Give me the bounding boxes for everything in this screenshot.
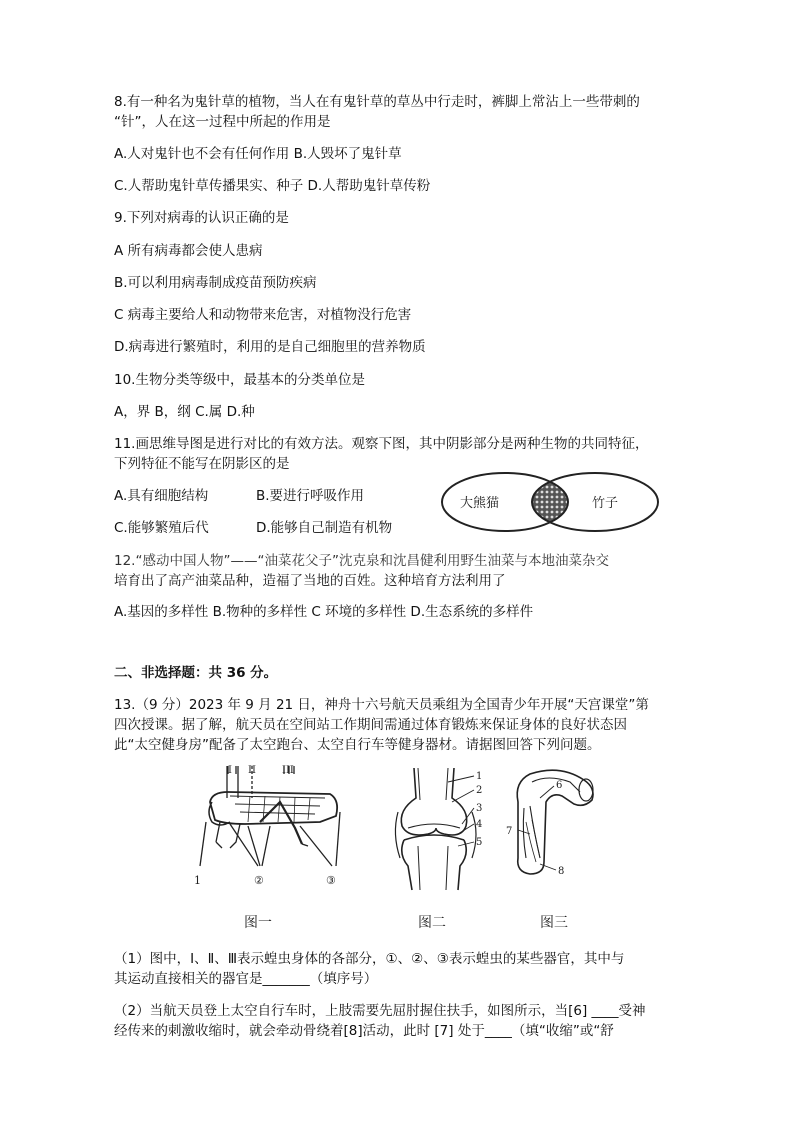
- q11-option-d: D.能够自己制造有机物: [256, 520, 393, 536]
- fig2-label-1: 1: [476, 771, 483, 782]
- figure2-caption: 图二: [418, 915, 446, 931]
- figure2-joint: [388, 762, 488, 892]
- q13-line3: 此“太空健身房”配备了太空跑台、太空自行车等健身器材。请据图回答下列问题。: [114, 737, 601, 753]
- q12-stem-line1: 12.“感动中国人物”——“油菜花父子”沈克泉和沈昌健利用野生油菜与本地油菜杂交: [114, 553, 609, 569]
- q11-stem-line2: 下列特征不能写在阴影区的是: [114, 456, 290, 472]
- q9-option-d: D.病毒进行繁殖时，利用的是自己细胞里的营养物质: [114, 339, 426, 355]
- fig3-label-6: 6: [556, 780, 563, 791]
- q11-option-b: B.要进行呼吸作用: [256, 488, 365, 504]
- fig1-label-2: ②: [254, 874, 264, 887]
- q11-stem-line1: 11.画思维导图是进行对比的有效方法。观察下图，其中阴影部分是两种生物的共同特征，: [114, 436, 649, 452]
- q8-options-cd: C.人帮助鬼针草传播果实、种子 D.人帮助鬼针草传粉: [114, 178, 431, 194]
- q13-line2: 四次授课。据了解，航天员在空间站工作期间需通过体育锻炼来保证身体的良好状态因: [114, 717, 627, 733]
- q8-options-ab: A.人对鬼针也不会有任何作用 B.人毁坏了鬼针草: [114, 146, 402, 162]
- fig2-label-2: 2: [476, 785, 483, 796]
- fig2-label-3: 3: [476, 803, 483, 814]
- q9-option-b: B.可以利用病毒制成疫苗预防疾病: [114, 275, 317, 291]
- q11-option-c: C.能够繁殖后代: [114, 520, 209, 536]
- q9-option-c: C 病毒主要给人和动物带来危害，对植物没行危害: [114, 307, 412, 323]
- q11-option-a: A.具有细胞结构: [114, 488, 209, 504]
- q10-stem: 10.生物分类等级中，最基本的分类单位是: [114, 372, 365, 388]
- fig3-label-8: 8: [558, 866, 565, 877]
- q12-stem-line2: 培育出了高产油菜品种，造福了当地的百姓。这种培育方法利用了: [114, 573, 506, 589]
- q13-line1: 13.（9 分）2023 年 9 月 21 日，神舟十六号航天员乘组为全国青少年开展“天宫课堂”第: [114, 697, 649, 713]
- fig3-label-7: 7: [506, 826, 513, 837]
- fig1-label-III: III: [282, 765, 294, 776]
- fig1-label-1: 1: [194, 874, 201, 887]
- fig2-label-5: 5: [476, 837, 483, 848]
- q9-option-a: A 所有病毒都会使人患病: [114, 243, 263, 259]
- fig1-label-II: II: [248, 765, 256, 776]
- figure3-caption: 图三: [540, 915, 568, 931]
- figure1-grasshopper: [190, 762, 350, 892]
- q13-sub2-line1: （2）当航天员登上太空自行车时，上肢需要先屈肘握住扶手，如图所示，当[6] ____受神: [114, 1003, 646, 1019]
- q12-options: A.基因的多样性 B.物种的多样性 C 环境的多样性 D.生态系统的多样件: [114, 604, 534, 620]
- q9-stem: 9.下列对病毒的认识正确的是: [114, 210, 289, 226]
- q10-options: A，界 B，纲 C.属 D.种: [114, 404, 255, 420]
- q13-sub2-line2: 经传来的刺激收缩时，就会牵动骨绕着[8]活动，此时 [7] 处于____（填“收缩”或“舒: [114, 1023, 614, 1039]
- fig1-label-I: I: [228, 765, 232, 776]
- venn-left-label: 大熊猫: [460, 496, 500, 511]
- q8-stem-line1: 8.有一种名为鬼针草的植物，当人在有鬼针草的草丛中行走时，裤脚上常沾上一些带刺的: [114, 94, 640, 110]
- fig1-label-3: ③: [326, 874, 336, 887]
- q8-stem-line2: “针”，人在这一过程中所起的作用是: [114, 114, 331, 130]
- figure1-caption: 图一: [244, 915, 272, 931]
- q13-sub1-line1: （1）图中，Ⅰ、Ⅱ、Ⅲ表示蝗虫身体的各部分，①、②、③表示蝗虫的某些器官，其中与: [114, 951, 625, 967]
- q13-sub1-line2: 其运动直接相关的器官是_______（填序号）: [114, 971, 378, 987]
- figure3-arm: [500, 762, 610, 892]
- fig2-label-4: 4: [476, 819, 483, 830]
- venn-diagram: [440, 470, 660, 534]
- venn-right-label: 竹子: [592, 496, 619, 511]
- section2-title: 二、非选择题：共 36 分。: [114, 665, 278, 681]
